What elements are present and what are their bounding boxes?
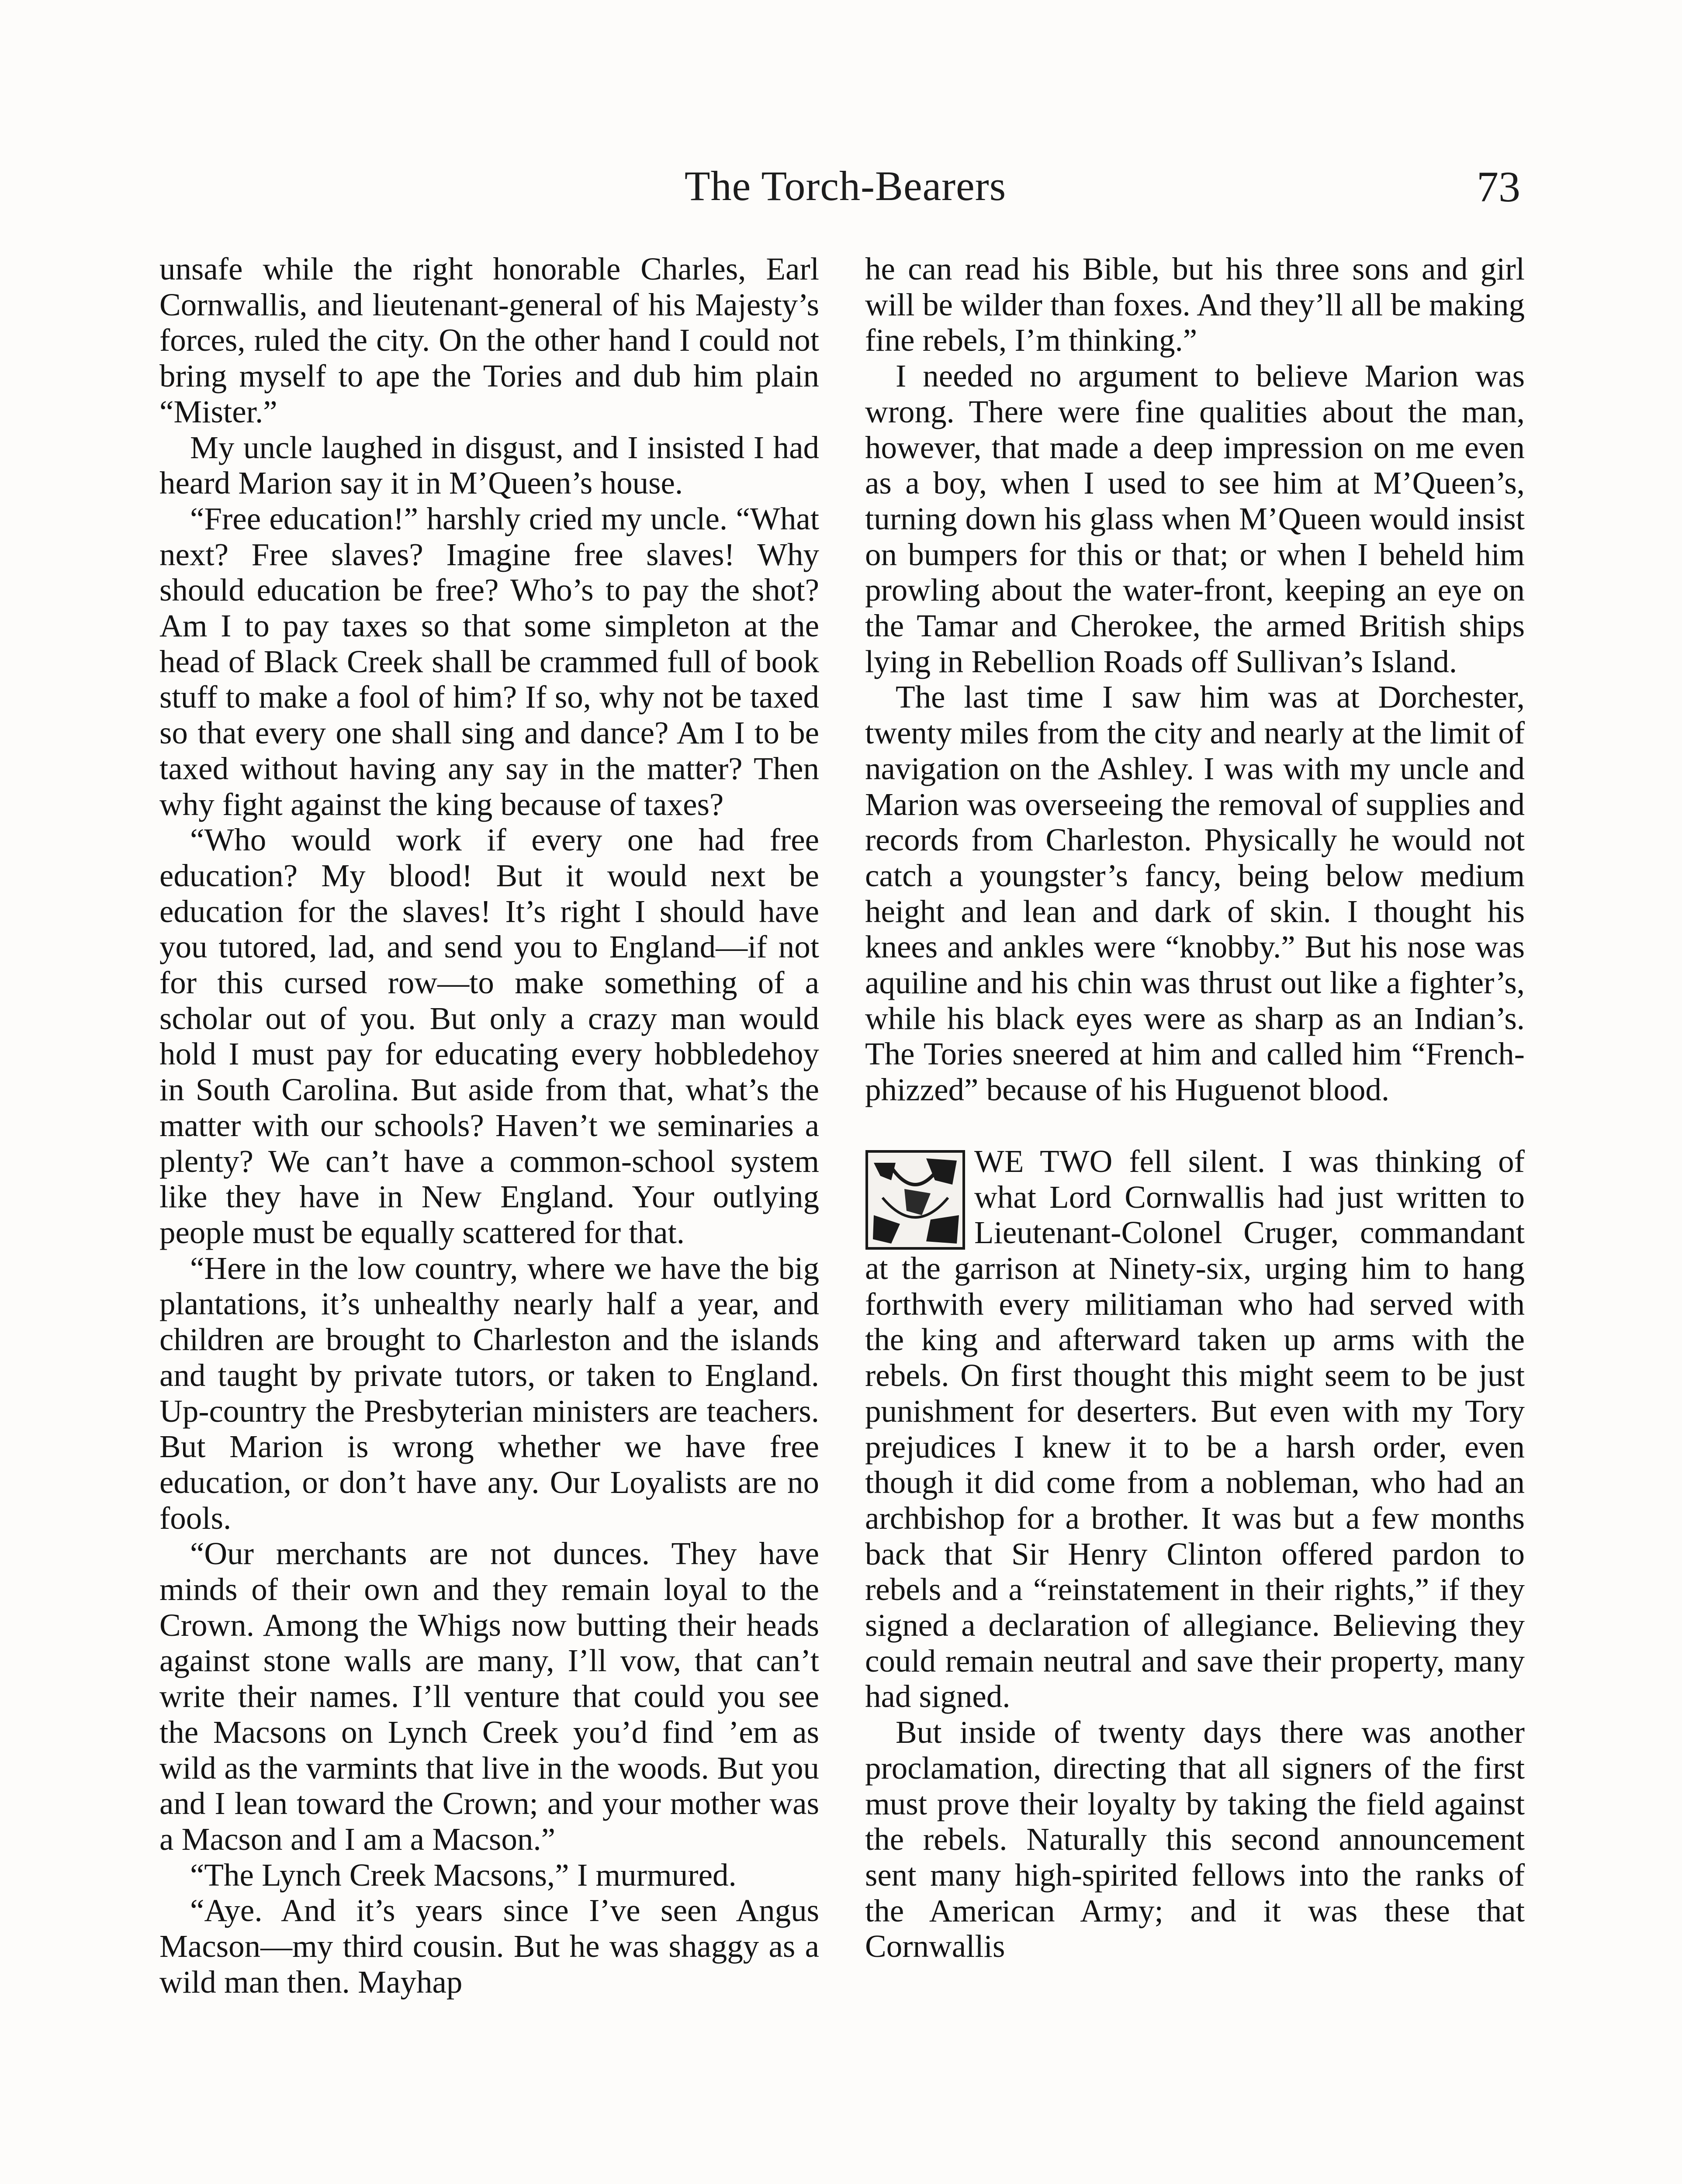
paragraph: he can read his Bible, but his three sons and girl will be wilder than foxes. And they’ll all be making fine rebels, I’m thinking.” (865, 251, 1525, 358)
right-column (865, 251, 1525, 2184)
decorative-initial (865, 1150, 966, 1250)
left-column (159, 251, 819, 2184)
paragraph: My uncle laughed in disgust, and I insisted I had heard Marion say it in M’Queen’s house. (159, 429, 819, 501)
paragraph: “Who would work if every one had free education? My blood! But it would next be education for the slaves! It’s right I should have you tutored, lad, and send you to England—if not for this cursed row—to make something of a scholar out of you. But only a crazy man would hold I must pay for educating every hobbledehoy in South Carolina. But aside from that, what’s the matter with our schools? Haven’t we seminaries a plenty? We can’t have a common-school system like they have in New England. Your outlying people must be equally scattered for that. (159, 822, 819, 1250)
paragraph: I needed no argument to believe Marion was wrong. There were fine qualities about the man, however, that made a deep impression on me even as a boy, when I used to see him at M’Queen’s, turning down his glass when M’Queen would insist on bumpers for this or that; or when I beheld him prowling about the water-front, keeping an eye on the Tamar and Cherokee, the armed British ships lying in Rebellion Roads off Sullivan’s Island. (865, 358, 1525, 679)
paragraph: WE TWO fell silent. I was thinking of what Lord Cornwallis had just written to Lieutenant-Colonel Cruger, commandant at the garrison at Ninety-six, urging him to hang forthwith every militiaman who had served with the king and afterward taken up arms with the rebels. On first thought this might seem to be just punishment for deserters. But even with my Tory prejudices I knew it to be a harsh order, even though it did come from a nobleman, who had an archbishop for a brother. It was but a few months back that Sir Henry Clinton offered pardon to rebels and a “reinstatement in their rights,” if they signed a declaration of allegiance. Believing they could remain neutral and save their property, many had signed. (865, 1143, 1525, 1714)
page-header (157, 157, 1533, 223)
paragraph: The last time I saw him was at Dorchester, twenty miles from the city and nearly at the limit of navigation on the Ashley. I was with my uncle and Marion was overseeing the removal of supplies and records from Charleston. Physically he would not catch a youngster’s fancy, being below medium height and lean and dark of skin. I thought his knees and ankles were “knobby.” But his nose was aquiline and his chin was thrust out like a fighter’s, while his black eyes were as sharp as an Indian’s. The Tories sneered at him and called him “French-phizzed” because of his Huguenot blood. (865, 679, 1525, 1108)
decorative-initial-ornament (865, 1150, 966, 1250)
page-number: 73 (1477, 162, 1520, 211)
paragraph: “Free education!” harshly cried my uncle. “What next? Free slaves? Imagine free slaves! Why should education be free? Who’s to pay the shot? Am I to pay taxes so that some simpleton at the head of Black Creek shall be crammed full of book stuff to make a fool of him? If so, why not be taxed so that every one shall sing and dance? Am I to be taxed without having any say in the matter? Then why fight against the king because of taxes? (159, 501, 819, 822)
paragraph: “Aye. And it’s years since I’ve seen Angus Macson—my third cousin. But he was shaggy as a wild man then. Mayhap (159, 1893, 819, 2000)
text-columns (159, 251, 1525, 2184)
paragraph: “Our merchants are not dunces. They have minds of their own and they remain loyal to the Crown. Among the Whigs now butting their heads against stone walls are many, I’ll vow, that can’t write their names. I’ll venture that could you see the Macsons on Lynch Creek you’d find ’em as wild as the varmints that live in the woods. But you and I lean toward the Crown; and your mother was a Macson and I am a Macson.” (159, 1536, 819, 1857)
paragraph: “Here in the low country, where we have the big plantations, it’s unhealthy nearly half a year, and children are brought to Charleston and the islands and taught by private tutors, or taken to England. Up-country the Presbyterian ministers are teachers. But Marion is wrong whether we have free education, or don’t have any. Our Loyalists are no fools. (159, 1250, 819, 1536)
running-head: The Torch-Bearers (684, 162, 1007, 209)
paragraph: unsafe while the right honorable Charles, Earl Cornwallis, and lieutenant-general of his Majesty’s forces, ruled the city. On the other hand I could not bring myself to ape the Tories and dub him plain “Mister.” (159, 251, 819, 429)
paragraph: “The Lynch Creek Macsons,” I murmured. (190, 1857, 737, 1893)
paragraph: But inside of twenty days there was another proclamation, directing that all signers of the first must prove their loyalty by taking the field against the rebels. Naturally this second announcement sent many high-spirited fellows into the ranks of the American Army; and it was these that Cornwallis (865, 1714, 1525, 1964)
